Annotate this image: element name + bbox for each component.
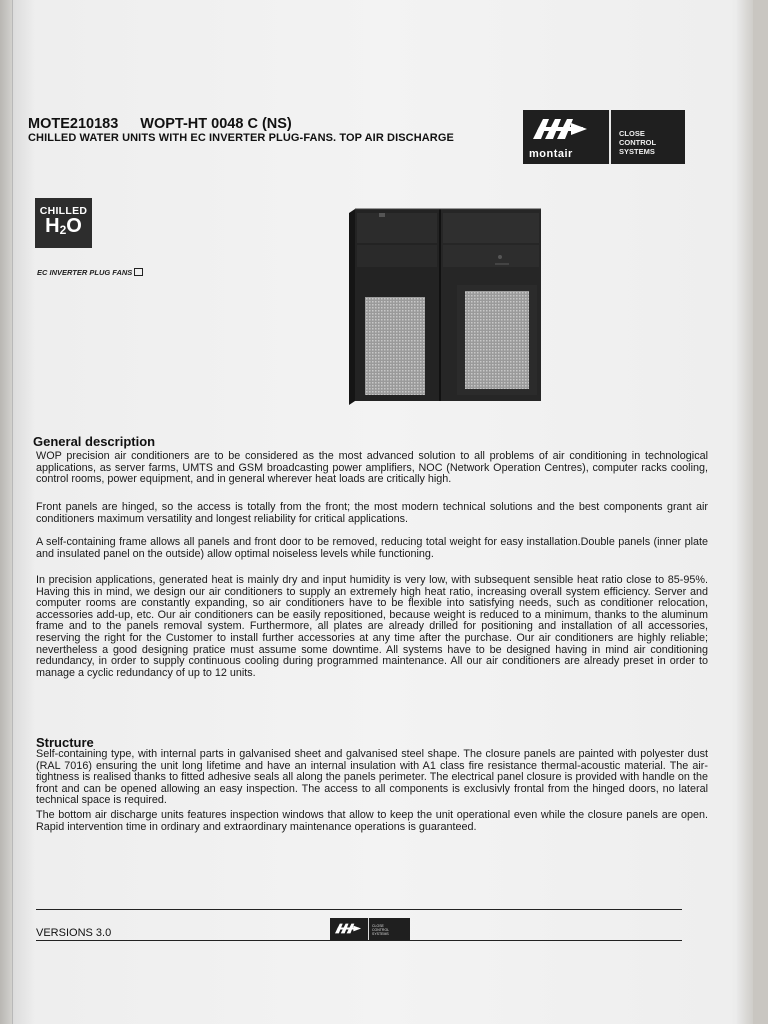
badge-2: 2 — [59, 223, 67, 237]
general-description-heading: General description — [33, 434, 156, 449]
logo-tagline — [611, 110, 685, 164]
document-header — [28, 116, 292, 132]
document-code: MOTE210183 — [28, 116, 119, 132]
ec-inverter-text: EC INVERTER PLUG FANS — [37, 268, 133, 277]
structure-heading: Structure — [36, 735, 94, 750]
footer-logo-line-1: CLOSE — [372, 924, 384, 928]
montair-logo — [523, 110, 685, 164]
footer-logo-tagline — [369, 918, 389, 940]
logo-brand: montair — [529, 148, 573, 160]
logo-line-1: CLOSE — [619, 129, 645, 138]
general-paragraph-3: A self-containing frame allows all panels and front door to be removed, reducing total weight for easy installation.Double panels (inner plate and insulated panel on the outside) allow optimal noiseless levels while functioning. — [36, 536, 708, 560]
model-name: WOPT-HT 0048 C (NS) — [140, 116, 292, 132]
ec-logo-icon — [134, 268, 143, 276]
version-label: VERSIONS 3.0 — [36, 927, 112, 939]
footer-fan-blades-icon — [334, 921, 364, 937]
air-conditioner-unit-image — [345, 205, 545, 407]
page-stack-edge — [737, 0, 753, 1024]
footer-logo-line-3: SYSTEMS — [372, 932, 389, 936]
footer-logo-mark — [330, 918, 368, 940]
footer-top-rule — [36, 909, 682, 910]
badge-top-text: CHILLED — [39, 205, 88, 217]
footer-bottom-rule — [36, 940, 682, 941]
document-subtitle: CHILLED WATER UNITS WITH EC INVERTER PLUG-FANS. TOP AIR DISCHARGE — [28, 132, 454, 144]
general-paragraph-2: Front panels are hinged, so the access is totally from the front; the most modern technical solutions and the best components grant air conditioners maximum versatility and longest reliability for critical applications. — [36, 501, 708, 525]
logo-line-3: SYSTEMS — [619, 147, 655, 156]
badge-h: H — [45, 215, 60, 237]
footer-logo-line-2: CONTROL — [372, 928, 390, 932]
general-paragraph-1: WOP precision air conditioners are to be considered as the most advanced solution to all problems of air conditioning in technological applications, as server farms, UMTS and GSM broadcasting power amplifiers, NOC (Network Operation Centres), computer racks cooling, control rooms, power equipment, and in general wherever heat loads are critically high. — [36, 450, 708, 486]
badge-main-text — [35, 216, 92, 238]
logo-line-2: CONTROL — [619, 138, 657, 147]
general-paragraph-4: In precision applications, generated heat is mainly dry and input humidity is very low, with subsequent sensible heat ratio close to 85-95%. Having this in mind, we design our air conditioners to supply an extremely high heat ratio, increasing overall system efficiency. Server and computer rooms are constantly expanding, so air conditioners have to be flexible into satisfying needs, such as conditioner relocation, accessories add-up, etc. Our air conditioners can be easily repositioned, because weight is reduced to a minimum, thanks to the aluminum frame and to the panels removal system. Furthermore, all plates are already drilled for positioning and installation of all accessories, reserving the right for the Customer to install further accessories at any time after the purchase. Our air conditioners are highly reliable; nevertheless a good designing pratice must assume some downtime. All systems have to be designed having in mind air conditioning redundancy, in order to supply continuous cooling during programmed maintenance. All our air conditioners are already preset in order to manage a cyclic redundancy of up to 12 units. — [36, 574, 708, 679]
footer-logo — [330, 918, 410, 940]
ec-inverter-label — [37, 268, 143, 277]
chilled-h2o-badge — [35, 198, 92, 248]
badge-o: O — [66, 215, 82, 237]
fan-blades-icon — [531, 115, 593, 145]
logo-mark — [523, 110, 609, 164]
structure-paragraph-1: Self-containing type, with internal parts in galvanised sheet and galvanised steel shape. The closure panels are painted with polyester dust (RAL 7016) ensuring the unit long lifetime and have an internal insulation with A1 class fire resistance thermal-acoustic material. The air-tightness is realised thanks to fitted adhesive seals all along the panels perimeter. The electrical panel closure is provided with handle on the front and can be opened allowing an easy inspection. The access to all components is exclusivly frontal from the hinged doors, no lateral technical space is required. — [36, 748, 708, 807]
structure-paragraph-2: The bottom air discharge units features inspection windows that allow to keep the unit operational even while the closure panels are open. Rapid intervention time in ordinary and extraordinary maintenance operations is guaranteed. — [36, 809, 708, 833]
